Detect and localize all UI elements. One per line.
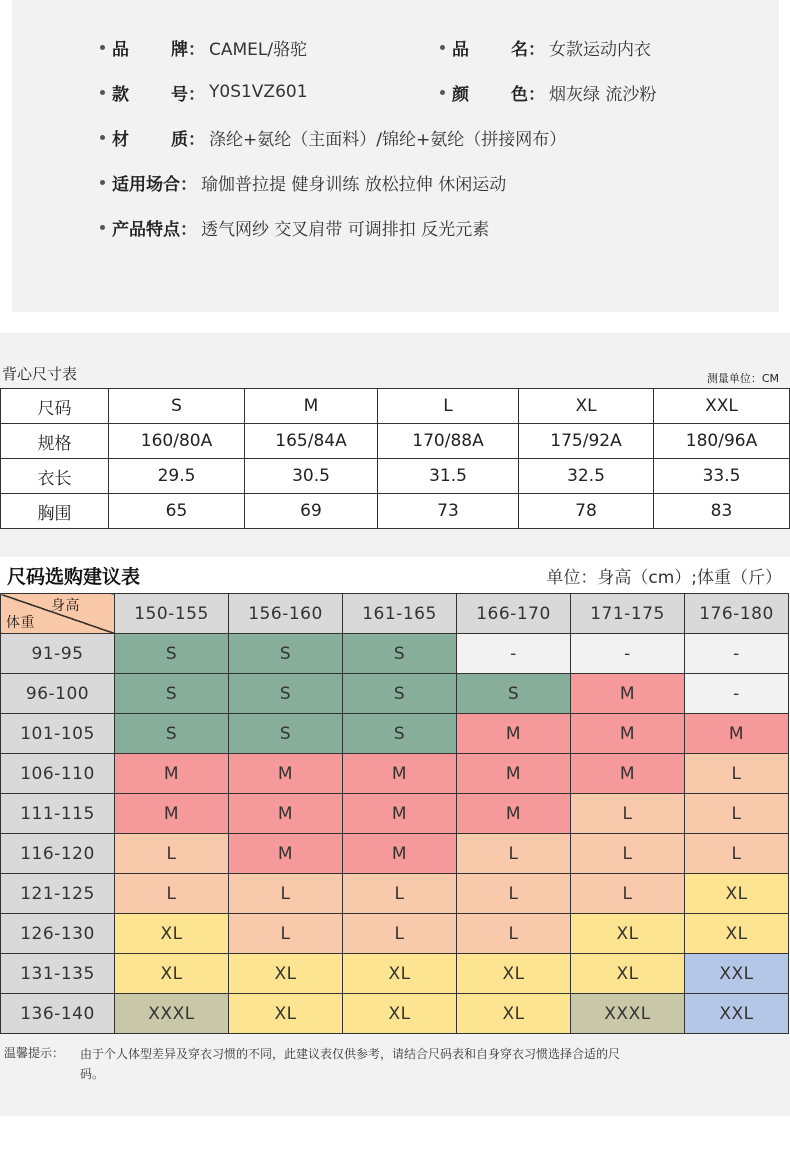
vest-cell: 32.5: [519, 459, 654, 494]
size-cell: L: [457, 834, 571, 874]
height-header-cell: 171-175: [571, 594, 685, 634]
weight-cell: 136-140: [1, 994, 115, 1034]
height-header-cell: 166-170: [457, 594, 571, 634]
height-header-cell: 156-160: [229, 594, 343, 634]
vest-row-label: 衣长: [1, 459, 109, 494]
vest-cell: 175/92A: [519, 424, 654, 459]
vest-cell: XXL: [654, 389, 790, 424]
size-cell: S: [343, 714, 457, 754]
vest-cell: 170/88A: [378, 424, 519, 459]
size-cell: S: [229, 714, 343, 754]
size-cell: S: [343, 634, 457, 674]
weight-cell: 126-130: [1, 914, 115, 954]
weight-cell: 121-125: [1, 874, 115, 914]
size-cell: XL: [229, 994, 343, 1034]
recommend-table-title: 尺码选购建议表: [7, 566, 141, 588]
model-value: Y0S1VZ601: [209, 82, 308, 102]
occasion-row: 适用场合 ： 瑜伽普拉提 健身训练 放松拉伸 休闲运动: [100, 170, 506, 194]
bullet-dot-icon: [100, 45, 105, 50]
size-cell: XXL: [685, 994, 789, 1034]
height-header-cell: 176-180: [685, 594, 789, 634]
vest-row-label: 胸围: [1, 494, 109, 529]
size-recommend-table: [0, 593, 789, 1034]
tip-label: 温馨提示：: [4, 1046, 65, 1060]
material-label: 材 质: [112, 129, 188, 150]
height-header-row: [1, 594, 789, 634]
size-cell: L: [115, 874, 229, 914]
bullet-dot-icon: [100, 180, 105, 185]
weight-row: [1, 994, 789, 1034]
occasion-value: 瑜伽普拉提 健身训练 放松拉伸 休闲运动: [201, 174, 507, 195]
weight-cell: 131-135: [1, 954, 115, 994]
size-cell: XL: [457, 954, 571, 994]
vest-table-row: [1, 389, 790, 424]
weight-row: [1, 794, 789, 834]
size-cell: L: [229, 914, 343, 954]
vest-cell: 160/80A: [109, 424, 245, 459]
weight-cell: 91-95: [1, 634, 115, 674]
vest-cell: 73: [378, 494, 519, 529]
height-header-cell: 150-155: [115, 594, 229, 634]
size-cell: XL: [343, 994, 457, 1034]
size-cell: XL: [571, 954, 685, 994]
color-value: 烟灰绿 流沙粉: [549, 84, 657, 105]
vest-cell: XL: [519, 389, 654, 424]
vest-cell: 29.5: [109, 459, 245, 494]
size-cell: -: [571, 634, 685, 674]
vest-cell: 180/96A: [654, 424, 790, 459]
corner-cell: [1, 594, 115, 634]
vest-cell: M: [245, 389, 378, 424]
size-cell: L: [343, 874, 457, 914]
weight-row: [1, 674, 789, 714]
size-cell: XL: [115, 914, 229, 954]
vest-cell: 165/84A: [245, 424, 378, 459]
size-cell: XL: [343, 954, 457, 994]
size-cell: M: [457, 794, 571, 834]
size-cell: XL: [685, 914, 789, 954]
features-value: 透气网纱 交叉肩带 可调排扣 反光元素: [201, 219, 490, 240]
tip-section: [0, 1034, 790, 1116]
size-cell: M: [685, 714, 789, 754]
product-info-panel: [12, 0, 779, 312]
size-cell: M: [457, 714, 571, 754]
size-cell: XXXL: [115, 994, 229, 1034]
size-cell: L: [685, 754, 789, 794]
vest-cell: 31.5: [378, 459, 519, 494]
brand-row: 品 牌 ： CAMEL/骆驼: [100, 35, 307, 59]
size-cell: M: [229, 754, 343, 794]
features-row: 产品特点 ： 透气网纱 交叉肩带 可调排扣 反光元素: [100, 215, 489, 239]
size-cell: XXXL: [571, 994, 685, 1034]
tip-text: 由于个人体型差异及穿衣习惯的不同，此建议表仅供参考，请结合尺码表和自身穿衣习惯选择合适的尺码。: [80, 1047, 621, 1081]
height-header-cell: 161-165: [343, 594, 457, 634]
weight-row: [1, 754, 789, 794]
bullet-dot-icon: [440, 45, 445, 50]
weight-cell: 101-105: [1, 714, 115, 754]
size-cell: L: [457, 874, 571, 914]
size-cell: M: [343, 834, 457, 874]
weight-row: [1, 634, 789, 674]
vest-size-section: [0, 333, 790, 557]
weight-cell: 96-100: [1, 674, 115, 714]
size-cell: XL: [229, 954, 343, 994]
vest-table-row: [1, 459, 790, 494]
size-cell: M: [571, 714, 685, 754]
size-cell: L: [457, 914, 571, 954]
vest-cell: 65: [109, 494, 245, 529]
occasion-label: 适用场合: [112, 174, 180, 195]
size-cell: S: [229, 674, 343, 714]
vest-table-title: 背心尺寸表: [2, 365, 78, 383]
size-cell: L: [685, 794, 789, 834]
size-cell: M: [229, 794, 343, 834]
vest-cell: L: [378, 389, 519, 424]
size-cell: S: [343, 674, 457, 714]
bullet-dot-icon: [100, 225, 105, 230]
size-cell: XL: [115, 954, 229, 994]
corner-height-label: 身高: [51, 598, 80, 614]
vest-table-unit: 测量单位：CM: [706, 372, 779, 385]
bullet-dot-icon: [100, 90, 105, 95]
model-row: 款 号 ： Y0S1VZ601: [100, 80, 308, 104]
features-label: 产品特点: [112, 219, 180, 240]
corner-weight-label: 体重: [6, 615, 35, 631]
size-cell: S: [457, 674, 571, 714]
bullet-dot-icon: [440, 90, 445, 95]
vest-cell: 69: [245, 494, 378, 529]
size-cell: S: [115, 674, 229, 714]
vest-cell: 33.5: [654, 459, 790, 494]
size-cell: XXL: [685, 954, 789, 994]
color-row: 颜 色 ： 烟灰绿 流沙粉: [440, 80, 656, 104]
size-cell: M: [115, 794, 229, 834]
recommend-table-unit: 单位：身高（cm）;体重（斤）: [546, 568, 782, 588]
vest-cell: 78: [519, 494, 654, 529]
weight-cell: 106-110: [1, 754, 115, 794]
size-cell: S: [229, 634, 343, 674]
size-cell: -: [457, 634, 571, 674]
size-cell: M: [457, 754, 571, 794]
vest-cell: 30.5: [245, 459, 378, 494]
material-value: 涤纶+氨纶（主面料）/锦纶+氨纶（拼接网布）: [209, 129, 567, 150]
weight-row: [1, 834, 789, 874]
vest-row-label: 规格: [1, 424, 109, 459]
weight-row: [1, 914, 789, 954]
vest-cell: 83: [654, 494, 790, 529]
size-cell: -: [685, 674, 789, 714]
brand-label: 品 牌: [112, 39, 188, 60]
weight-row: [1, 714, 789, 754]
size-cell: S: [115, 714, 229, 754]
vest-table-row: [1, 424, 790, 459]
size-cell: M: [571, 674, 685, 714]
size-cell: L: [571, 834, 685, 874]
color-label: 颜 色: [452, 84, 528, 105]
name-label: 品 名: [452, 39, 528, 60]
size-cell: M: [343, 754, 457, 794]
vest-table-row: [1, 494, 790, 529]
size-cell: L: [229, 874, 343, 914]
size-cell: M: [343, 794, 457, 834]
bullet-dot-icon: [100, 135, 105, 140]
size-cell: -: [685, 634, 789, 674]
name-row: 品 名 ： 女款运动内衣: [440, 35, 651, 59]
weight-row: [1, 874, 789, 914]
name-value: 女款运动内衣: [549, 39, 651, 60]
size-cell: XL: [571, 914, 685, 954]
size-cell: L: [571, 874, 685, 914]
weight-cell: 111-115: [1, 794, 115, 834]
model-label: 款 号: [112, 84, 188, 105]
size-cell: M: [115, 754, 229, 794]
size-cell: L: [571, 794, 685, 834]
size-cell: L: [343, 914, 457, 954]
size-cell: XL: [685, 874, 789, 914]
vest-cell: S: [109, 389, 245, 424]
weight-row: [1, 954, 789, 994]
weight-cell: 116-120: [1, 834, 115, 874]
brand-value: CAMEL/骆驼: [209, 39, 308, 60]
size-cell: M: [229, 834, 343, 874]
size-cell: S: [115, 634, 229, 674]
vest-size-table: [0, 388, 790, 529]
size-cell: M: [571, 754, 685, 794]
size-cell: XL: [457, 994, 571, 1034]
vest-row-label: 尺码: [1, 389, 109, 424]
size-cell: L: [115, 834, 229, 874]
material-row: 材 质 ： 涤纶+氨纶（主面料）/锦纶+氨纶（拼接网布）: [100, 125, 566, 149]
size-cell: L: [685, 834, 789, 874]
